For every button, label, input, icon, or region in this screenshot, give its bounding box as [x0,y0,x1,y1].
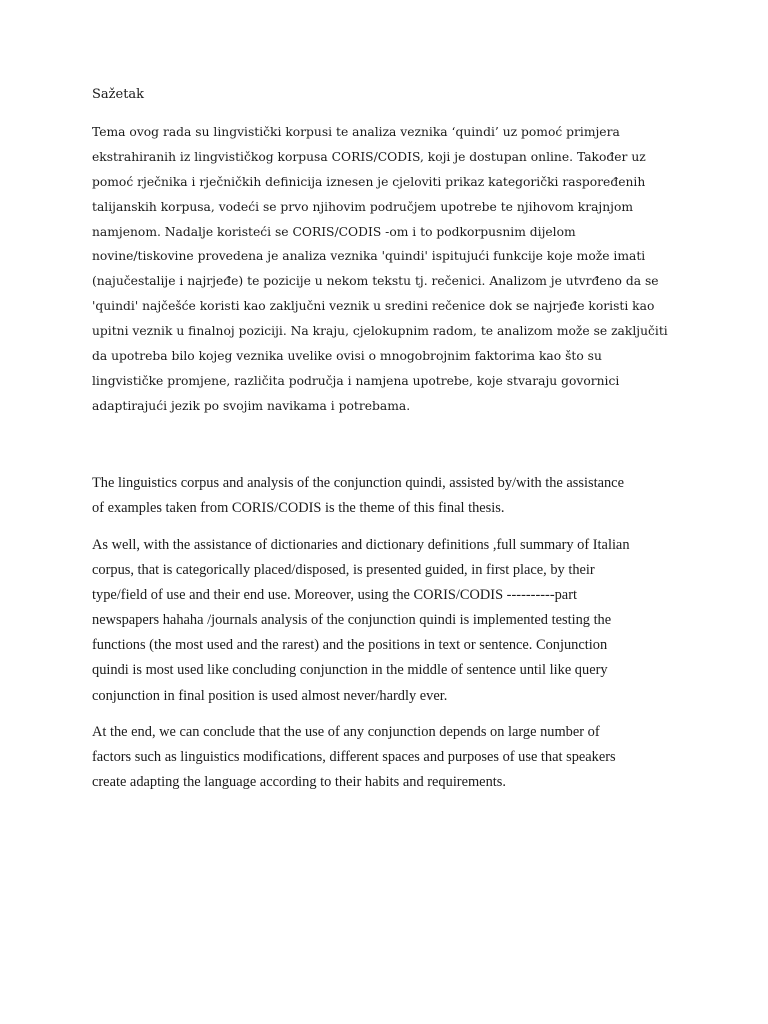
text-line: (najučestalije i najrjeđe) te pozicije u nekom tekstu tj. rečenici. Analizom je utvrđeno da se [92,274,659,289]
text-line: newspapers hahaha /journals analysis of the conjunction quindi is implemented testing the [92,612,612,629]
text-line: Tema ovog rada su lingvistički korpusi te analiza veznika ‘quindi’ uz pomoć primjera [92,125,620,139]
text-line: conjunction in final position is used almost never/hardly ever. [92,687,448,704]
text-line: lingvističke promjene, različita područja i namjena upotrebe, koje stvaraju govornici [92,373,620,388]
text-line: The linguistics corpus and analysis of the conjunction quindi, assisted by/with the assistance [92,475,624,491]
page-title: Sažetak [92,87,145,102]
text-line: type/field of use and their end use. Moreover, using the CORIS/CODIS ----------part [92,587,577,604]
text-line: novine/tiskovine provedena je analiza veznika 'quindi' ispitujući funkcije koje može imati [92,249,646,264]
english-abstract-paragraph-2 [92,533,680,709]
english-abstract-paragraph-1 [92,471,680,521]
text-line: adaptirajući jezik po svojim navikama i potrebama. [92,398,411,413]
text-line: pomoć rječnika i rječničkih definicija iznesen je cjeloviti prikaz kategorički raspoređenih [92,174,646,189]
text-line: functions (the most used and the rarest) and the positions in text or sentence. Conjunction [92,637,608,654]
text-line: namjenom. Nadalje koristeći se CORIS/CODIS -om i to podkorpusnim dijelom [92,224,576,239]
text-line: create adapting the language according to their habits and requirements. [92,774,506,791]
text-line: talijanskih korpusa, vodeći se prvo njihovim područjem upotrebe te njihovom krajnjom [92,199,634,214]
croatian-abstract-paragraph [92,120,680,419]
text-line: ekstrahiranih iz lingvističkog korpusa CORIS/CODIS, koji je dostupan online. Također uz [92,149,646,164]
text-line: corpus, that is categorically placed/disposed, is presented guided, in first place, by their [92,562,595,579]
text-line: factors such as linguistics modifications, different spaces and purposes of use that speakers [92,749,616,766]
english-abstract-paragraph-3 [92,720,680,795]
text-line: upitni veznik u finalnoj poziciji. Na kraju, cjelokupnim radom, te analizom može se zaključiti [92,324,668,339]
text-line: At the end, we can conclude that the use of any conjunction depends on large number of [92,724,600,740]
text-line: As well, with the assistance of dictionaries and dictionary definitions ,full summary of Italian [92,537,630,553]
text-line: quindi is most used like concluding conjunction in the middle of sentence until like query [92,662,608,679]
text-line: da upotreba bilo kojeg veznika uvelike ovisi o mnogobrojnim faktorima kao što su [92,349,602,364]
text-line: 'quindi' najčešće koristi kao zaključni veznik u sredini rečenice dok se najrjeđe koristi kao [92,299,655,314]
text-line: of examples taken from CORIS/CODIS is the theme of this final thesis. [92,500,505,517]
